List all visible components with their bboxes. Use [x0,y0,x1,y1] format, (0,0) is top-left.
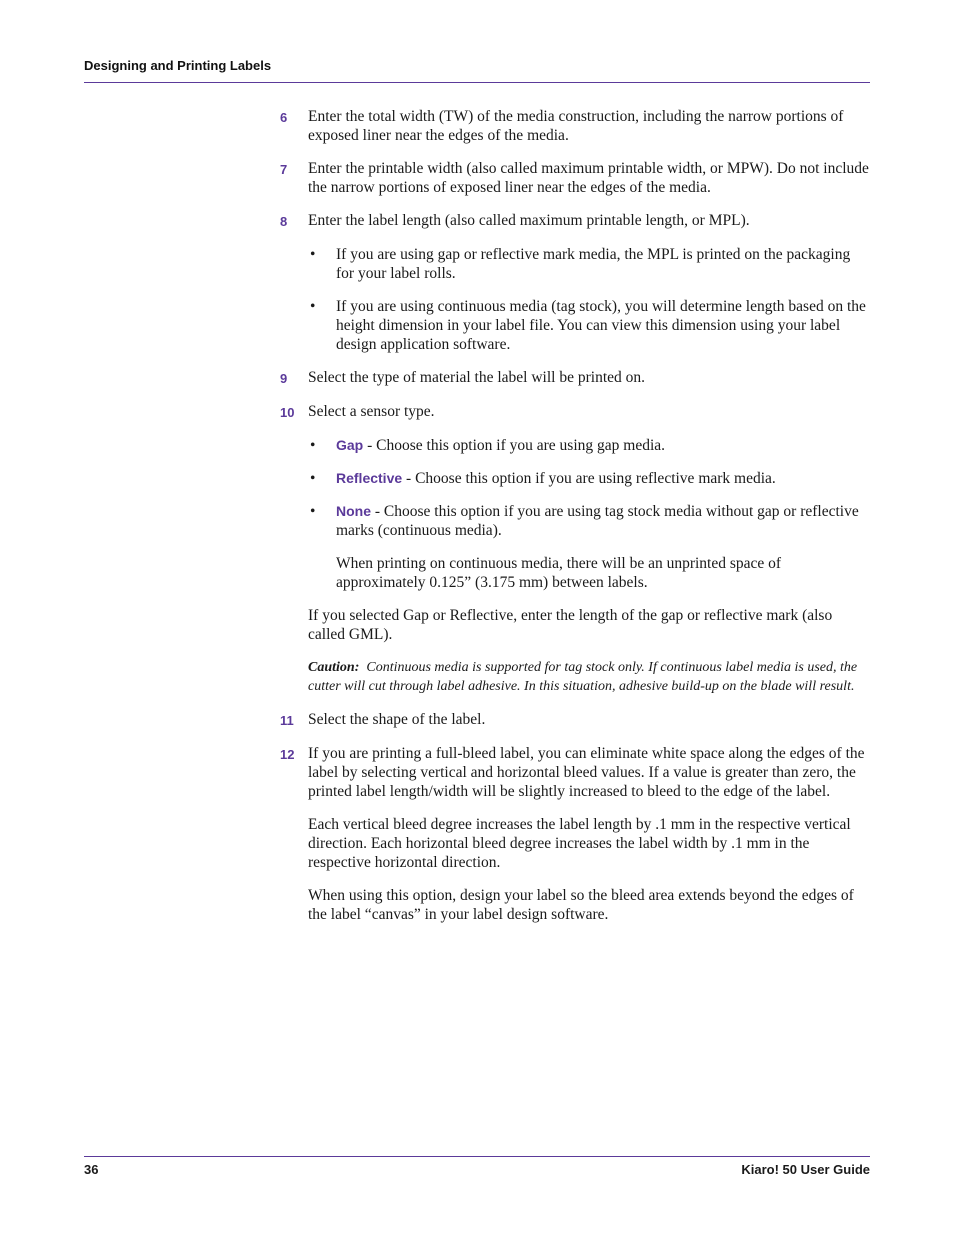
option-term: Reflective [336,470,403,486]
step-number: 7 [280,162,288,177]
step-9 [280,368,870,388]
step-7 [280,159,870,197]
step-number: 12 [280,747,295,762]
gml-note: If you selected Gap or Reflective, enter the length of the gap or reflective mark (also called GML). [308,607,833,643]
option-term: Gap [336,437,364,453]
step-number: 10 [280,405,295,420]
bullet-text: If you are using gap or reflective mark media, the MPL is printed on the packaging for your label rolls. [336,246,851,282]
page-number: 36 [84,1162,99,1177]
caution-note [308,658,870,696]
step-11 [280,710,870,730]
bullet-text [336,469,870,488]
bullet-glyph: • [310,503,316,520]
step-10 [280,402,870,422]
option-desc: - Choose this option if you are using tag stock media without gap or reflective marks (continuous media). [336,503,859,539]
header-rule [84,82,870,83]
bullet-text [336,436,870,455]
sensor-option-gap [308,436,870,455]
footer-rule [84,1156,870,1157]
running-header: Designing and Printing Labels [84,58,272,73]
bullet-text: If you are using continuous media (tag stock), you will determine length based on the height dimension in your label file. You can view this dimension using your label design application software. [336,298,866,353]
option-desc: - Choose this option if you are using reflective mark media. [402,470,776,487]
continuous-media-note: When printing on continuous media, there will be an unprinted space of approximately 0.125” (3.175 mm) between labels. [336,555,782,591]
bullet-glyph: • [310,246,316,263]
sensor-option-none [308,502,870,540]
bullet-glyph: • [310,437,316,454]
caution-label: Caution: [308,660,360,675]
step-12 [280,744,870,801]
step-number: 11 [280,713,294,728]
step-text: Enter the total width (TW) of the media construction, including the narrow portions of exposed liner near the edges of the media. [308,108,844,144]
caution-text: Continuous media is supported for tag stock only. If continuous label media is used, the cutter will cut through label adhesive. In this situation, adhesive build-up on the blade will result. [308,660,858,694]
bullet-item [308,297,870,354]
bullet-glyph: • [310,470,316,487]
page-content [280,107,870,938]
bullet-text [336,502,870,540]
sensor-option-reflective [308,469,870,488]
step-number: 8 [280,214,288,229]
step-text: Select the shape of the label. [308,711,486,728]
step-text: Enter the printable width (also called maximum printable width, or MPW). Do not include the narrow portions of exposed liner near the edges of the media. [308,160,869,196]
option-term: None [336,503,371,519]
option-desc: - Choose this option if you are using gap media. [363,437,666,454]
step-text: If you are printing a full-bleed label, you can eliminate white space along the edges of the label by selecting vertical and horizontal bleed values. If a value is greater than zero, the printed label length/width will be slightly increased to bleed to the edge of the label. [308,745,865,800]
step-6 [280,107,870,145]
step-text: Select the type of material the label will be printed on. [308,369,646,386]
bullet-item [308,245,870,283]
guide-title: Kiaro! 50 User Guide [741,1162,870,1177]
step-text: Enter the label length (also called maximum printable length, or MPL). [308,212,750,229]
step-number: 6 [280,110,288,125]
step-number: 9 [280,371,288,386]
bullet-glyph: • [310,298,316,315]
bleed-design-note: When using this option, design your label so the bleed area extends beyond the edges of the label “canvas” in your label design software. [308,887,854,923]
step-8 [280,211,870,231]
bleed-degree-note: Each vertical bleed degree increases the label length by .1 mm in the respective vertical direction. Each horizontal bleed degree increases the label width by .1 mm in the respective horizontal direction. [308,816,851,871]
step-text: Select a sensor type. [308,403,435,420]
